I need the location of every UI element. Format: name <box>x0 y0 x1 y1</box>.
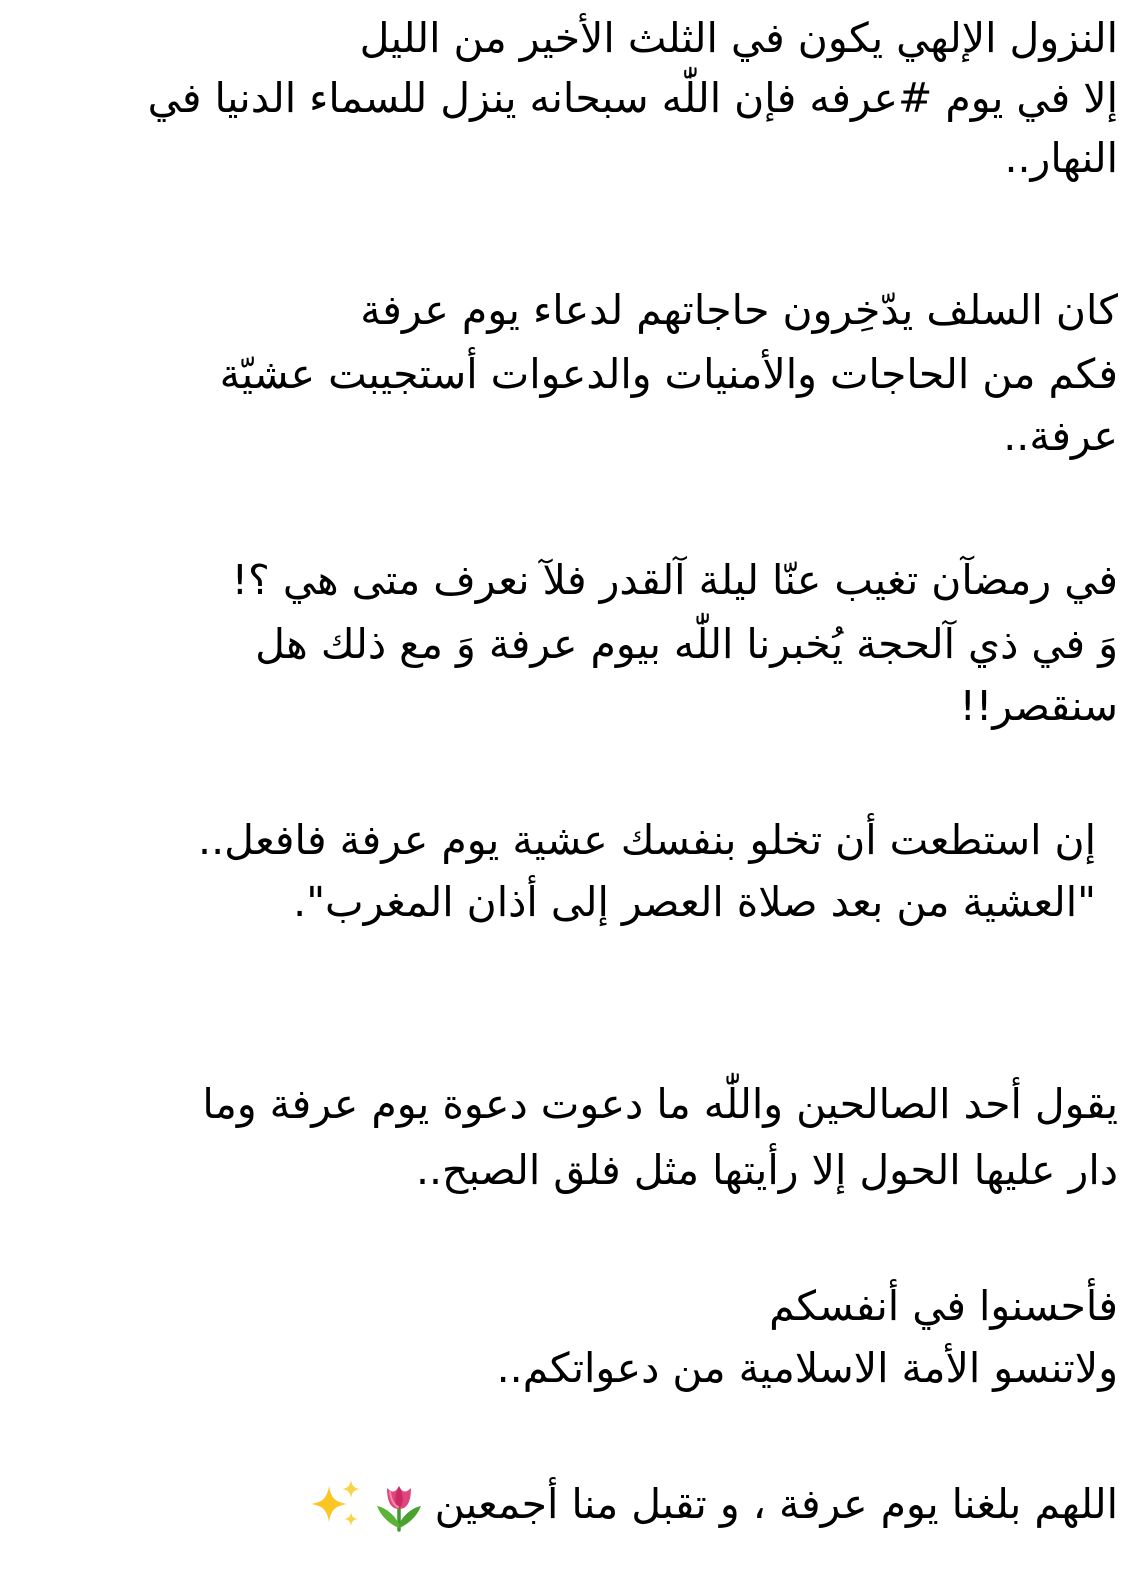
paragraph-3-line-2: وَ في ذي آلحجة يُخبرنا اللّٰه بيوم عرفة وَ مع ذلك هل <box>255 620 1118 668</box>
paragraph-3-line-1: في رمضآن تغيب عنّا ليلة آلقدر فلآ نعرف متى هي ؟! <box>231 556 1118 604</box>
paragraph-2-line-3: عرفة.. <box>1003 412 1118 460</box>
closing-line <box>307 1472 1118 1536</box>
paragraph-2-line-2: فكم من الحاجات والأمنيات والدعوات أستجيبت عشيّة <box>219 350 1118 398</box>
paragraph-5-line-2: دار عليها الحول إلا رأيتها مثل فلق الصبح.. <box>415 1146 1118 1194</box>
paragraph-6-line-2: ولاتنسو الأمة الاسلامية من دعواتكم.. <box>496 1344 1118 1392</box>
paragraph-2-line-1: كان السلف يدّخِرون حاجاتهم لدعاء يوم عرفة <box>360 286 1118 334</box>
paragraph-3-line-3: سنقصر!! <box>959 682 1118 730</box>
paragraph-1-line-2: إلا في يوم #عرفه فإن اللّٰه سبحانه ينزل للسماء الدنيا في <box>147 74 1118 122</box>
paragraph-5-line-1: يقول أحد الصالحين واللّٰه ما دعوت دعوة يوم عرفة وما <box>202 1080 1118 1128</box>
sparkles-icon <box>307 1476 363 1532</box>
paragraph-1-line-3: النهار.. <box>1004 134 1118 182</box>
paragraph-4-line-2: "العشية من بعد صلاة العصر إلى أذان المغرب". <box>293 878 1096 926</box>
paragraph-1-line-1: النزول الإلهي يكون في الثلث الأخير من الليل <box>359 14 1118 62</box>
tulip-icon <box>371 1476 427 1532</box>
paragraph-4-line-1: إن استطعت أن تخلو بنفسك عشية يوم عرفة فافعل.. <box>198 816 1096 864</box>
closing-text: اللهم بلغنا يوم عرفة ، و تقبل منا أجمعين <box>434 1480 1118 1528</box>
paragraph-6-line-1: فأحسنوا في أنفسكم <box>769 1282 1118 1330</box>
